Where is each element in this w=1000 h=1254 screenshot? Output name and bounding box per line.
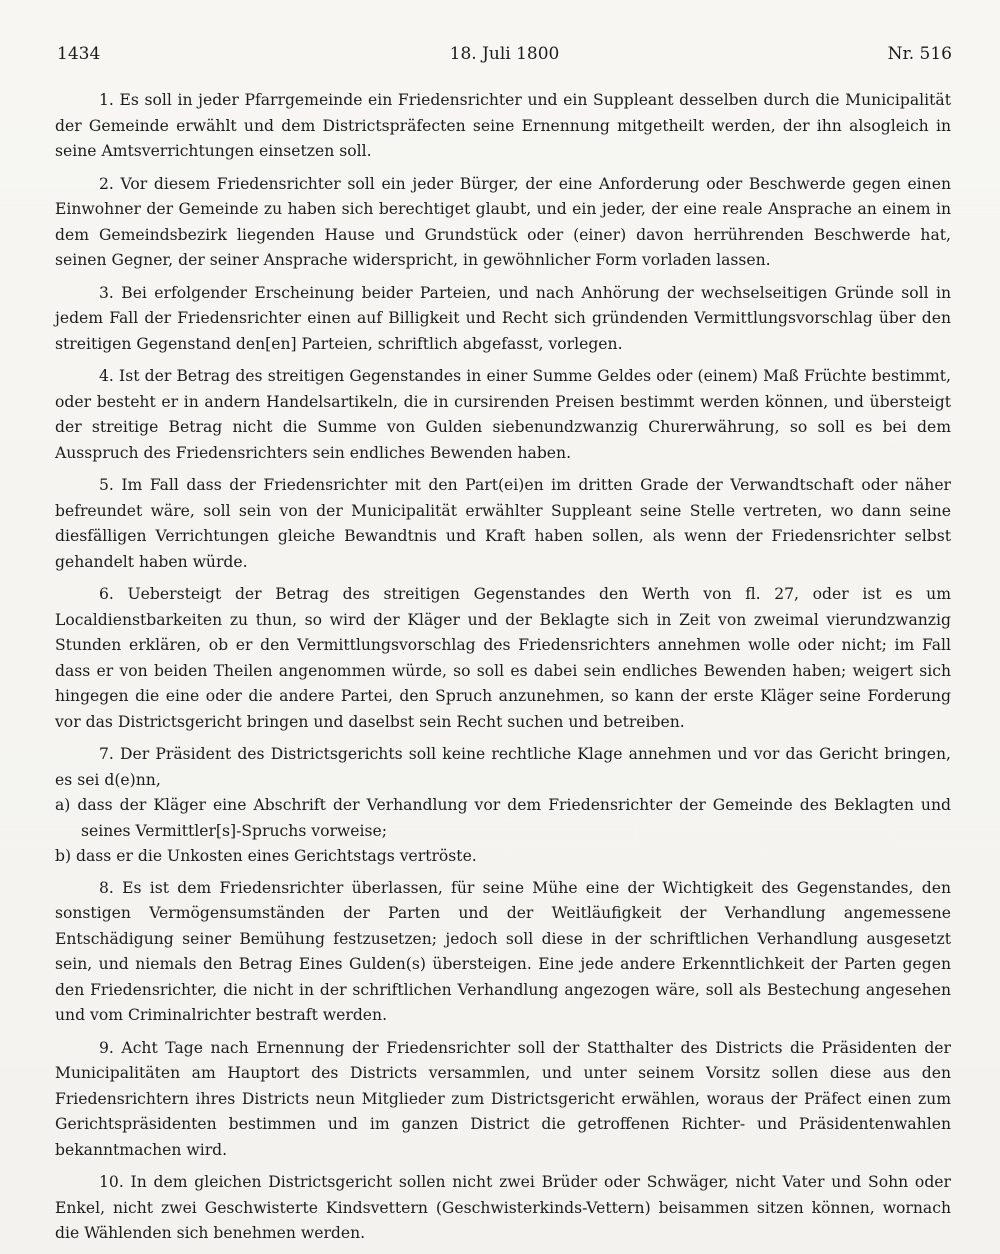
subitem-b: b) dass er die Unkosten eines Gerichtstags vertröste. xyxy=(55,847,477,865)
page-number: 1434 xyxy=(57,44,101,64)
paragraph-10: 10. In dem gleichen Districtsgericht sollen nicht zwei Brüder oder Schwäger, nicht Vater und Sohn oder Enkel, nicht zwei Geschwisterte Kindsvettern (Geschwisterkinds-Vettern) beisammen sitzen können, wornach die Wählenden sich benehmen werden. xyxy=(55,1173,951,1242)
subitem-a: a) dass der Kläger eine Abschrift der Verhandlung vor dem Friedensrichter der Gemeinde des Beklagten und seines Vermittler[s]-Spruchs vorweise; xyxy=(55,796,951,840)
paragraph-9: 9. Acht Tage nach Ernennung der Friedensrichter soll der Statthalter des Districts die Präsidenten der Municipalitäten am Hauptort des Districts versammlen, und unter seinem Vorsitz sollen diese aus den Friedensrichtern ihres Districts neun Mitglieder zum Districtsgericht erwählen, woraus der Präfect einen zum Gerichtspräsidenten bestimmen und im ganzen District die getroffenen Richter- und Präsidentenwahlen bekanntmachen wird. xyxy=(55,1038,951,1159)
document-number: Nr. 516 xyxy=(887,44,952,64)
document-body xyxy=(55,88,951,1254)
paragraph-7: 7. Der Präsident des Districtsgerichts soll keine rechtliche Klage annehmen und vor das Gericht bringen, es sei d(e)nn, xyxy=(55,745,951,789)
paragraph-5: 5. Im Fall dass der Friedensrichter mit den Part(ei)en im dritten Grade der Verwandtschaft oder näher befreundet wäre, soll sein von der Municipalität erwählter Suppleant seine Stelle vertreten, wo dann seine diesfälligen Verrichtungen gleiche Bewandtnis und Kraft haben sollen, als wenn der Friedensrichter selbst gehandelt haben würde. xyxy=(55,476,951,571)
paragraph-2: 2. Vor diesem Friedensrichter soll ein jeder Bürger, der eine Anforderung oder Beschwerde gegen einen Einwohner der Gemeinde zu haben sich berechtiget glaubt, und ein jeder, der eine reale Ansprache an einem in dem Gemeindsbezirk liegenden Hause und Grundstück oder (einer) davon herrührenden Beschwerde hat, seinen Gegner, der seiner Ansprache widerspricht, in gewöhnlicher Form vorladen lassen. xyxy=(55,174,951,269)
page-header xyxy=(57,44,952,74)
paragraph-1: 1. Es soll in jeder Pfarrgemeinde ein Friedensrichter und ein Suppleant desselben durch die Municipalität der Gemeinde erwählt und dem Districtspräfecten seine Ernennung mitgetheilt werden, der ihn alsogleich in seine Amtsverrichtungen einsetzen soll. xyxy=(55,91,951,160)
paragraph-8: 8. Es ist dem Friedensrichter überlassen, für seine Mühe eine der Wichtigkeit des Gegenstandes, den sonstigen Vermögensumständen der Parten und der Weitläufigkeit der Verhandlung angemessene Entschädigung seiner Bemühung festzusetzen; jedoch soll diese in der schriftlichen Verhandlung ausgesetzt sein, und niemals den Betrag Eines Gulden(s) übersteigen. Eine jede andere Erkenntlichkeit der Parten gegen den Friedensrichter, die nicht in der schriftlichen Verhandlung angezogen wäre, soll als Bestechung angesehen und vom Criminalrichter bestraft werden. xyxy=(55,878,951,1024)
paragraph-3: 3. Bei erfolgender Erscheinung beider Parteien, und nach Anhörung der wechselseitigen Gründe soll in jedem Fall der Friedensrichter einen auf Billigkeit und Recht sich gründenden Vermittlungsvorschlag über den streitigen Gegenstand den[en] Parteien, schriftlich abgefasst, vorlegen. xyxy=(55,283,951,353)
paragraph-6: 6. Uebersteigt der Betrag des streitigen Gegenstandes den Werth von fl. 27, oder ist es um Localdienstbarkeiten zu thun, so wird der Kläger und der Beklagte sich in Zeit von zweimal vierundzwanzig Stunden erklären, ob er den Vermittlungsvorschlag des Friedensrichters annehmen wolle oder nicht; im Fall dass er von beiden Theilen angenommen würde, so soll es dabei sein endliches Bewenden haben; weigert sich hingegen die eine oder die andere Partei, den Spruch anzunehmen, so kann der erste Kläger seine Forderung vor das Districtsgericht bringen und daselbst sein Recht suchen und betreiben. xyxy=(55,585,951,731)
paragraph-4: 4. Ist der Betrag des streitigen Gegenstandes in einer Summe Geldes oder (einem) Maß Früchte bestimmt, oder besteht er in andern Handelsartikeln, die in cursirenden Preisen bestimmt werden können, und übersteigt der streitige Betrag nicht die Summe von Gulden siebenundzwanzig Churerwährung, so soll es bei dem Ausspruch des Friedensrichters sein endliches Bewenden haben. xyxy=(55,367,951,462)
header-date: 18. Juli 1800 xyxy=(449,44,560,64)
